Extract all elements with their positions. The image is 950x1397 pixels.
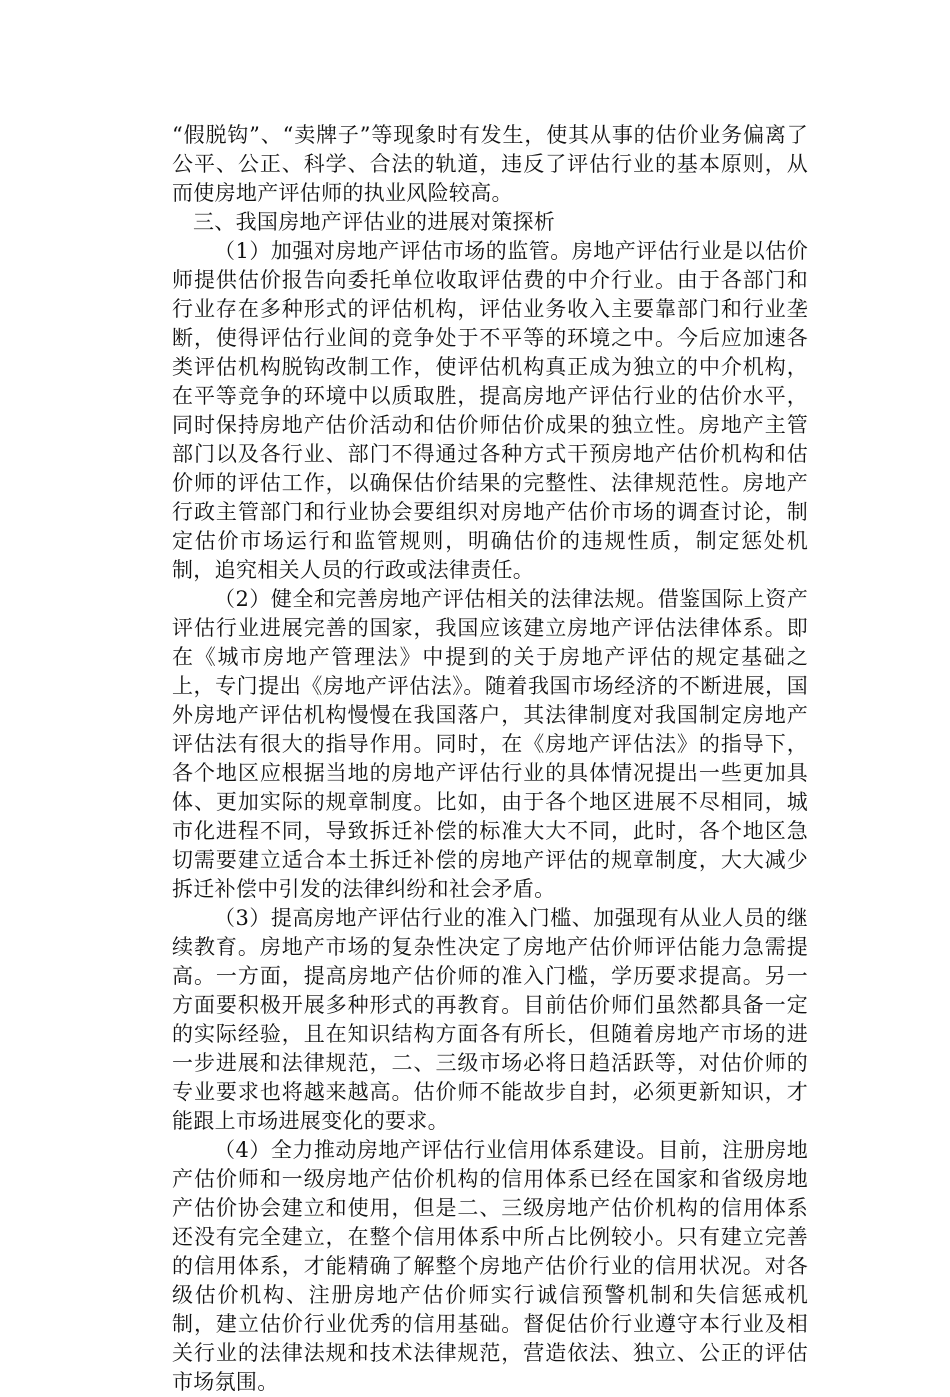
document-body	[172, 121, 808, 1397]
paragraph-4: （4）全力推动房地产评估行业信用体系建设。目前，注册房地产估价师和一级房地产估价机构的信用体系已经在国家和省级房地产估价协会建立和使用，但是二、三级房地产估价机构的信用体系还没有完全建立，在整个信用体系中所占比例较小。只有建立完善的信用体系，才能精确了解整个房地产估价行业的信用状况。对各级估价机构、注册房地产估价师实行诚信预警机制和失信惩戒机制，建立估价行业优秀的信用基础。督促估价行业遵守本行业及相关行业的法律法规和技术法律规范，营造依法、独立、公正的评估市场氛围。	[172, 1138, 808, 1394]
paragraph-1: （1）加强对房地产评估市场的监管。房地产评估行业是以估价师提供估价报告向委托单位收取评估费的中介行业。由于各部门和行业存在多种形式的评估机构，评估业务收入主要靠部门和行业垄断，使得评估行业间的竞争处于不平等的环境之中。今后应加速各类评估机构脱钩改制工作，使评估机构真正成为独立的中介机构，在平等竞争的环境中以质取胜，提高房地产评估行业的估价水平，同时保持房地产估价活动和估价师估价成果的独立性。房地产主管部门以及各行业、部门不得通过各种方式干预房地产估价机构和估价师的评估工作，以确保估价结果的完整性、法律规范性。房地产行政主管部门和行业协会要组织对房地产估价市场的调查讨论，制定估价市场运行和监管规则，明确估价的违规性质，制定惩处机制，追究相关人员的行政或法律责任。	[172, 239, 808, 582]
paragraph-3: （3）提高房地产评估行业的准入门槛、加强现有从业人员的继续教育。房地产市场的复杂性决定了房地产估价师评估能力急需提高。一方面，提高房地产估价师的准入门槛，学历要求提高。另一方面要积极开展多种形式的再教育。目前估价师们虽然都具备一定的实际经验，且在知识结构方面各有所长，但随着房地产市场的进一步进展和法律规范，二、三级市场必将日趋活跃等，对估价师的专业要求也将越来越高。估价师不能故步自封，必须更新知识，才能跟上市场进展变化的要求。	[172, 906, 808, 1133]
section-heading: 三、我国房地产评估业的进展对策探析	[193, 210, 556, 234]
paragraph-2: （2）健全和完善房地产评估相关的法律法规。借鉴国际上资产评估行业进展完善的国家，我国应该建立房地产评估法律体系。即在《城市房地产管理法》中提到的关于房地产评估的规定基础之上，专门提出《房地产评估法》。随着我国市场经济的不断进展，国外房地产评估机构慢慢在我国落户，其法律制度对我国制定房地产评估法有很大的指导作用。同时，在《房地产评估法》的指导下，各个地区应根据当地的房地产评估行业的具体情况提出一些更加具体、更加实际的规章制度。比如，由于各个地区进展不尽相同，城市化进程不同，导致拆迁补偿的标准大大不同，此时，各个地区急切需要建立适合本土拆迁补偿的房地产评估的规章制度，大大减少拆迁补偿中引发的法律纠纷和社会矛盾。	[172, 587, 808, 901]
continuation-paragraph: “假脱钩”、“卖牌子”等现象时有发生，使其从事的估价业务偏离了公平、公正、科学、合法的轨道，违反了评估行业的基本原则，从而使房地产评估师的执业风险较高。	[172, 123, 808, 205]
